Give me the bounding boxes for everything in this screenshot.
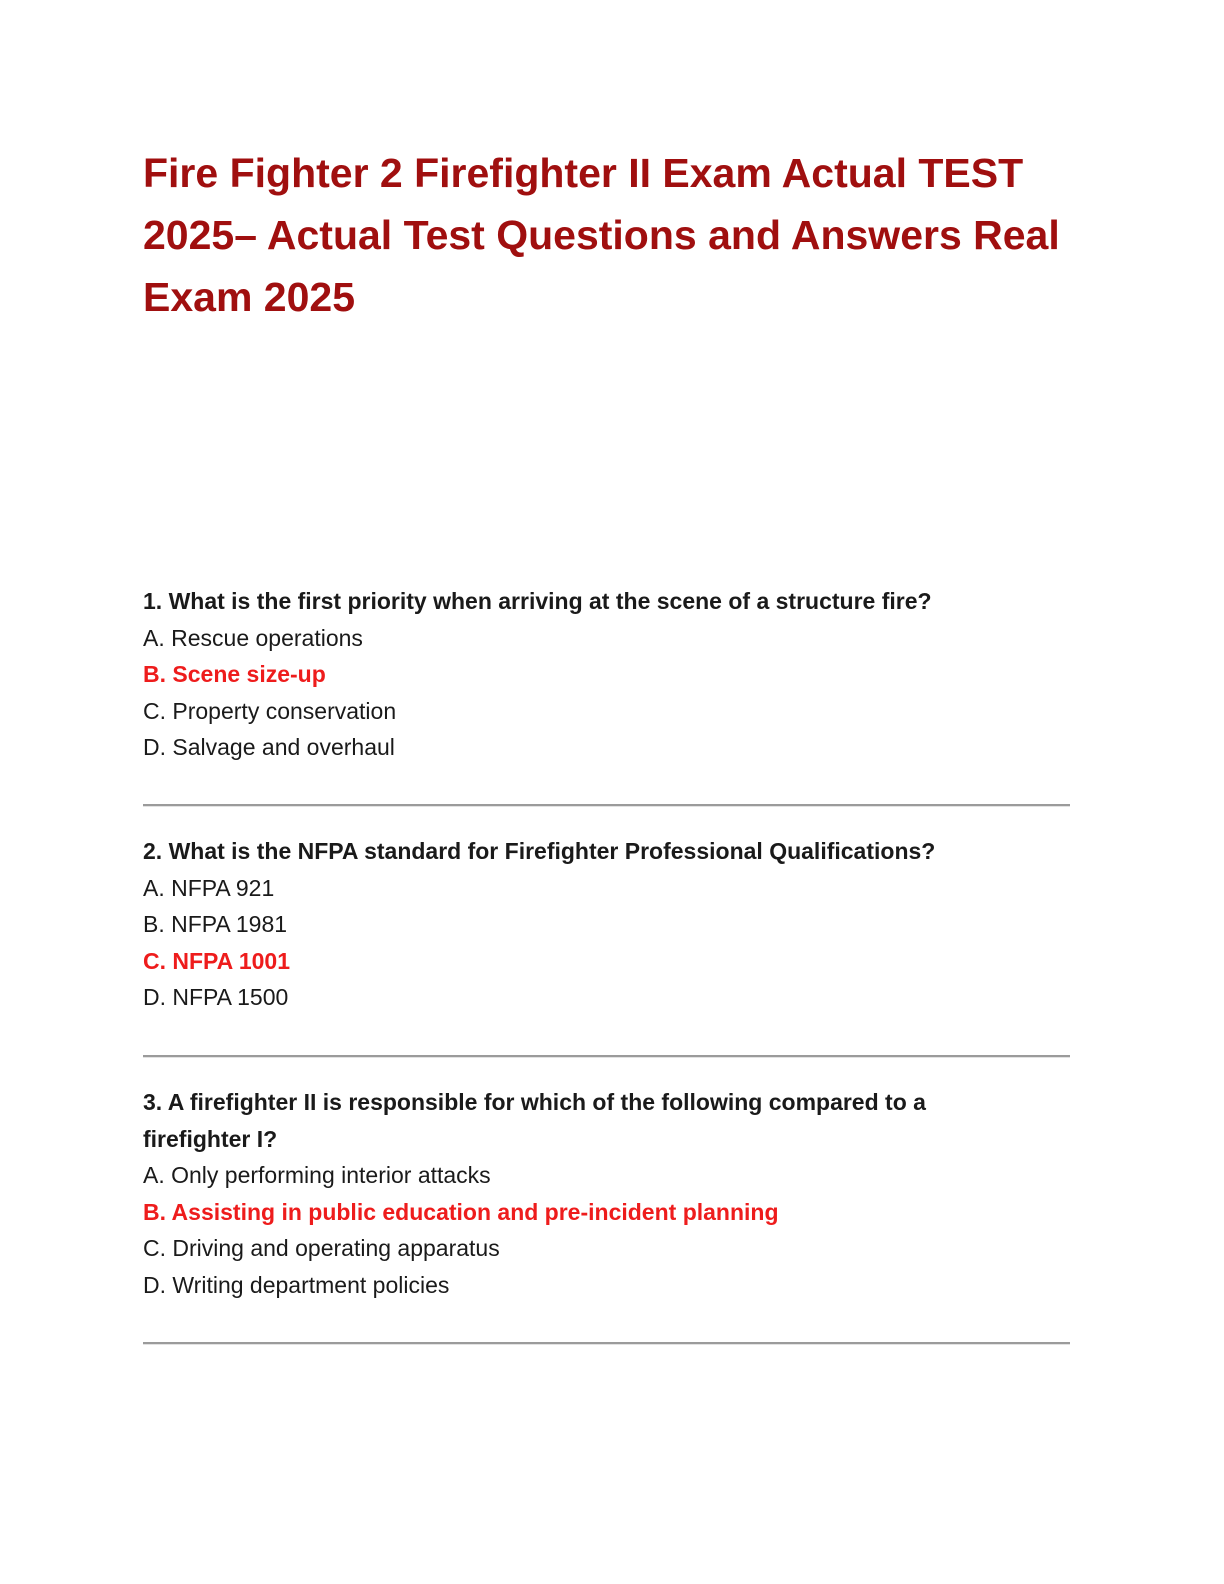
answer-option-a: A. NFPA 921 [143, 874, 275, 901]
answer-option-c: C. Driving and operating apparatus [143, 1235, 500, 1261]
answer-option-b: B. NFPA 1981 [143, 911, 288, 937]
question-2 [143, 833, 1073, 1016]
answer-option-d: D. Salvage and overhaul [143, 734, 395, 760]
question-divider [143, 1342, 1070, 1345]
question-divider [143, 804, 1070, 807]
document-title: Fire Fighter 2 Firefighter II Exam Actual TEST 2025– Actual Test Questions and Answers Real Exam 2025 [143, 150, 1060, 320]
question-3 [143, 1084, 1073, 1303]
question-text: 1. What is the first priority when arriving at the scene of a structure fire? [143, 588, 932, 614]
correct-answer-option-b: B. Assisting in public education and pre-incident planning [143, 1198, 779, 1225]
answer-option-c: C. Property conservation [143, 697, 397, 724]
correct-answer-option-b: B. Scene size-up [143, 661, 326, 687]
answer-option-d: D. NFPA 1500 [143, 984, 289, 1010]
correct-answer-option-c: C. NFPA 1001 [143, 947, 290, 974]
answer-option-a: A. Only performing interior attacks [143, 1162, 491, 1188]
answer-option-d: D. Writing department policies [143, 1271, 450, 1298]
question-divider [143, 1055, 1070, 1058]
question-text: 2. What is the NFPA standard for Firefighter Professional Qualifications? [143, 838, 936, 864]
question-text: 3. A firefighter II is responsible for which of the following compared to a firefighter I? [143, 1089, 926, 1152]
answer-option-a: A. Rescue operations [143, 624, 363, 651]
question-1 [143, 583, 1073, 766]
